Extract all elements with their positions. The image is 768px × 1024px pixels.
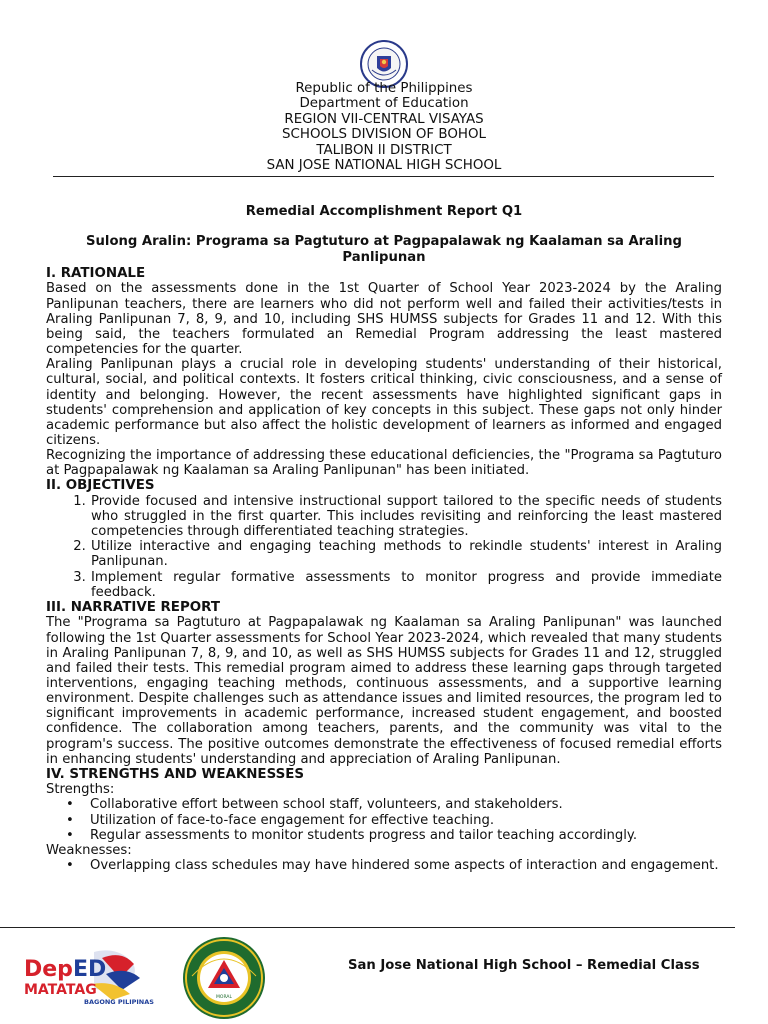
header-line-region: REGION VII-CENTRAL VISAYAS bbox=[284, 111, 484, 127]
objectives-heading: II. OBJECTIVES bbox=[46, 478, 155, 494]
strength-item bbox=[66, 827, 722, 843]
bullet-icon: • bbox=[66, 827, 74, 843]
weakness-item bbox=[66, 858, 722, 874]
header-line-school: SAN JOSE NATIONAL HIGH SCHOOL bbox=[266, 158, 502, 174]
strength-item bbox=[66, 797, 722, 813]
school-seal-icon bbox=[182, 936, 266, 1020]
strengths-label: Strengths: bbox=[46, 782, 115, 798]
bullet-icon: • bbox=[66, 858, 74, 874]
rationale-paragraph-3: Recognizing the importance of addressing these educational deficiencies, the "Programa sa Pagtuturo at Pagpapalawak ng Kaalaman sa Araling Panlipunan" has been initiated. bbox=[46, 448, 722, 479]
strengths-list bbox=[46, 797, 722, 842]
footer-divider bbox=[0, 927, 735, 928]
strength-text: Collaborative effort between school staff, volunteers, and stakeholders. bbox=[90, 797, 563, 813]
matatag-wordmark: MATATAG bbox=[24, 982, 97, 998]
objectives-list bbox=[46, 494, 722, 600]
header-line-department: Department of Education bbox=[299, 96, 469, 112]
bagong-pilipinas-wordmark: BAGONG PILIPINAS bbox=[84, 998, 154, 1006]
rationale-paragraph-2: Araling Panlipunan plays a crucial role in developing students' understanding of their historical, cultural, social, and political contexts. It fosters critical thinking, civic consciousness, and a sense of identity and belonging. However, the recent assessments have highlighted significant gaps in students' comprehension and application of key concepts in this subject. These gaps not only hinder academic performance but also affect the holistic development of learners as informed and engaged citizens. bbox=[46, 357, 722, 448]
weaknesses-label: Weaknesses: bbox=[46, 842, 132, 858]
header-line-republic: Republic of the Philippines bbox=[295, 81, 473, 96]
header-line-division: SCHOOLS DIVISION OF BOHOL bbox=[282, 127, 486, 143]
strength-text: Utilization of face-to-face engagement for effective teaching. bbox=[90, 812, 495, 828]
letterhead bbox=[0, 81, 768, 173]
header-divider bbox=[53, 176, 714, 177]
objective-item: 2. Utilize interactive and engaging teaching methods to rekindle students' interest in Araling Panlipunan. bbox=[90, 539, 722, 569]
report-body bbox=[46, 266, 722, 873]
narrative-paragraph: The "Programa sa Pagtuturo at Pagpapalawak ng Kaalaman sa Araling Panlipunan" was launched following the 1st Quarter assessments for School Year 2023-2024, which revealed that many students in Araling Panlipunan 7, 8, 9, and 10, as well as SHS HUMSS subjects for Grades 11 and 12, struggled and failed their tests. This remedial program aimed to address these learning gaps through targeted interventions, engaging teaching methods, continuous assessments, and a supportive learning environment. Despite challenges such as attendance issues and limited resources, the program led to significant improvements in academic performance, increased student engagement, and boosted confidence. The collaboration among teachers, parents, and the community was vital to the program's success. The positive outcomes demonstrate the effectiveness of focused remedial efforts in enhancing students' understanding and appreciation of Araling Panlipunan. bbox=[46, 615, 722, 767]
strength-item bbox=[66, 812, 722, 828]
weaknesses-list bbox=[46, 858, 722, 873]
objective-item: 1. Provide focused and intensive instructional support tailored to the specific needs of students who struggled in the first quarter. This includes revisiting and reinforcing the least mastered competencies through differentiated teaching strategies. bbox=[90, 494, 722, 539]
objective-item: 3. Implement regular formative assessments to monitor progress and provide immediate feedback. bbox=[90, 570, 722, 600]
strengths-weaknesses-heading: IV. STRENGTHS AND WEAKNESSES bbox=[46, 766, 305, 782]
report-subtitle: Sulong Aralin: Programa sa Pagtuturo at Pagpapalawak ng Kaalaman sa Araling Panlipunan bbox=[86, 234, 682, 265]
narrative-heading: III. NARRATIVE REPORT bbox=[46, 599, 220, 615]
strength-text: Regular assessments to monitor students progress and tailor teaching accordingly. bbox=[90, 827, 638, 843]
bullet-icon: • bbox=[66, 812, 74, 828]
bullet-icon: • bbox=[66, 797, 74, 813]
deped-wordmark: DepED bbox=[24, 957, 107, 982]
weakness-text: Overlapping class schedules may have hindered some aspects of interaction and engagement. bbox=[90, 858, 719, 874]
rationale-paragraph-1: Based on the assessments done in the 1st Quarter of School Year 2023-2024 by the Araling Panlipunan teachers, there are learners who did not perform well and failed their activities/tests in Araling Panlipunan 7, 8, 9, and 10, including SHS HUMSS subjects for Grades 11 and 12. With this being said, the teachers formulated an Remedial Program addressing the least mastered competencies for the quarter. bbox=[46, 281, 722, 358]
footer-label: San Jose National High School – Remedial Class bbox=[348, 958, 700, 973]
rationale-heading: I. RATIONALE bbox=[46, 266, 146, 281]
header-line-district: TALIBON II DISTRICT bbox=[316, 142, 452, 158]
report-title: Remedial Accomplishment Report Q1 bbox=[245, 204, 523, 219]
deped-matatag-logo-icon bbox=[22, 944, 154, 1010]
seal-motto: MORAL bbox=[216, 995, 232, 1000]
